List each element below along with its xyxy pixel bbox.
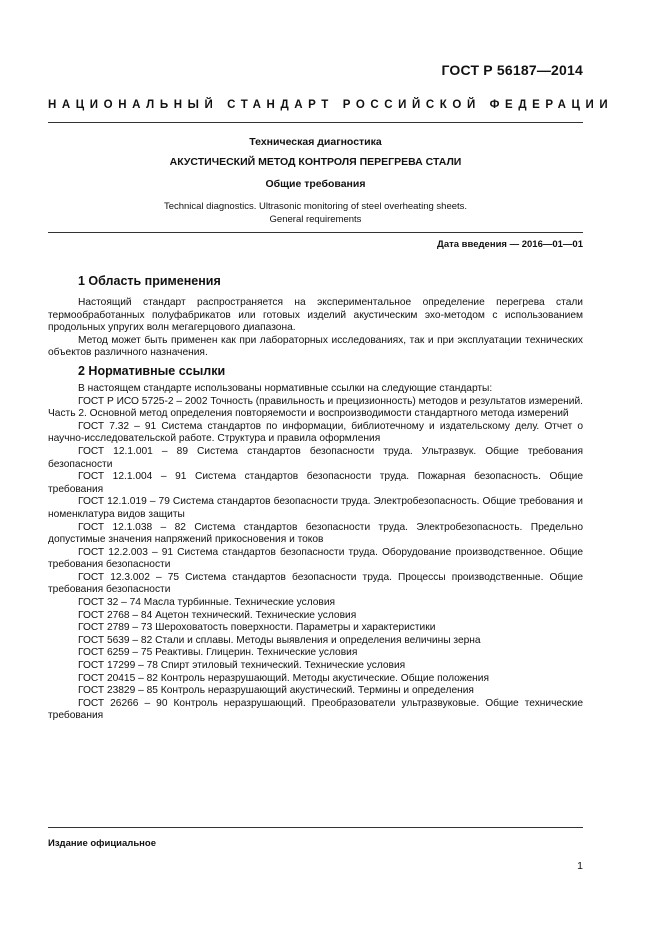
reference-item: ГОСТ 12.2.003 – 91 Система стандартов безопасности труда. Оборудование производственное. Общие требования безопасности [48,546,583,571]
reference-item: ГОСТ 12.1.038 – 82 Система стандартов безопасности труда. Электробезопасность. Предельно допустимые значения напряжений прикосновения и токов [48,521,583,546]
title-english-line-2: General requirements [269,214,362,225]
reference-item: ГОСТ 12.1.019 – 79 Система стандартов безопасности труда. Электробезопасность. Общие требования и номенклатура видов защиты [48,496,583,520]
section-1-paragraph: Метод может быть применен как при лабораторных исследованиях, так и при эксплуатации технических объектов различного назначения. [48,334,583,359]
section-2-heading: 2 Нормативные ссылки [78,363,226,378]
reference-item: ГОСТ 23829 – 85 Контроль неразрушающий акустический. Термины и определения [78,685,474,697]
reference-item: ГОСТ 12.1.001 – 89 Система стандартов безопасности труда. Ультразвук. Общие требования безопасности [48,445,583,470]
reference-item: ГОСТ 32 – 74 Масла турбинные. Технические условия [78,597,336,609]
document-id: ГОСТ Р 56187—2014 [441,62,583,78]
title-divider [48,232,583,233]
official-edition-label: Издание официальное [48,838,156,849]
reference-item: ГОСТ 17299 – 78 Спирт этиловый технический. Технические условия [78,660,406,672]
title-subtitle: Общие требования [265,178,366,190]
reference-item: ГОСТ 20415 – 82 Контроль неразрушающий. Методы акустические. Общие положения [78,672,490,684]
reference-item: ГОСТ 2768 – 84 Ацетон технический. Технические условия [78,609,357,621]
document-body [48,274,583,723]
date-introduced: Дата введения — 2016—01—01 [437,239,583,250]
reference-item: ГОСТ 2789 – 73 Шероховатость поверхности. Параметры и характеристики [78,622,436,634]
reference-item: ГОСТ 5639 – 82 Стали и сплавы. Методы выявления и определения величины зерна [78,634,481,646]
title-english-line-1: Technical diagnostics. Ultrasonic monitoring of steel overheating sheets. [163,201,468,212]
section-1-heading: 1 Область применения [78,274,221,288]
header-divider [48,122,583,123]
page-number: 1 [577,860,583,872]
title-topic: Техническая диагностика [249,136,382,148]
reference-item: ГОСТ Р ИСО 5725-2 – 2002 Точность (правильность и прецизионность) методов и результатов измерений. Часть 2. Основной метод определения повторяемости и воспроизводимости стандартного метода измерений [48,395,583,420]
standard-name: НАЦИОНАЛЬНЫЙ СТАНДАРТ РОССИЙСКОЙ ФЕДЕРАЦИИ [48,99,614,111]
reference-item: ГОСТ 26266 – 90 Контроль неразрушающий. Преобразователи ультразвуковые. Общие технические требования [48,697,583,722]
title-main: АКУСТИЧЕСКИЙ МЕТОД КОНТРОЛЯ ПЕРЕГРЕВА СТАЛИ [169,156,462,168]
section-1-paragraph: Настоящий стандарт распространяется на экспериментальное определение перегрева стали термообработанных полуфабрикатов или готовых изделий акустическим эхо-методом с использованием продольных упругих волн мегагерцового диапазона. [48,297,583,334]
title-block [48,136,583,226]
reference-item: ГОСТ 12.3.002 – 75 Система стандартов безопасности труда. Процессы производственные. Общие требования безопасности [48,571,583,596]
footer-divider [48,827,583,828]
section-2-intro: В настоящем стандарте использованы нормативные ссылки на следующие стандарты: [78,382,493,394]
reference-item: ГОСТ 12.1.004 – 91 Система стандартов безопасности труда. Пожарная безопасность. Общие требования [48,471,583,495]
reference-item: ГОСТ 7.32 – 91 Система стандартов по информации, библиотечному и издательскому делу. Отчет о научно-исследовательской работе. Структура и правила оформления [48,420,583,445]
reference-item: ГОСТ 6259 – 75 Реактивы. Глицерин. Технические условия [78,647,358,659]
